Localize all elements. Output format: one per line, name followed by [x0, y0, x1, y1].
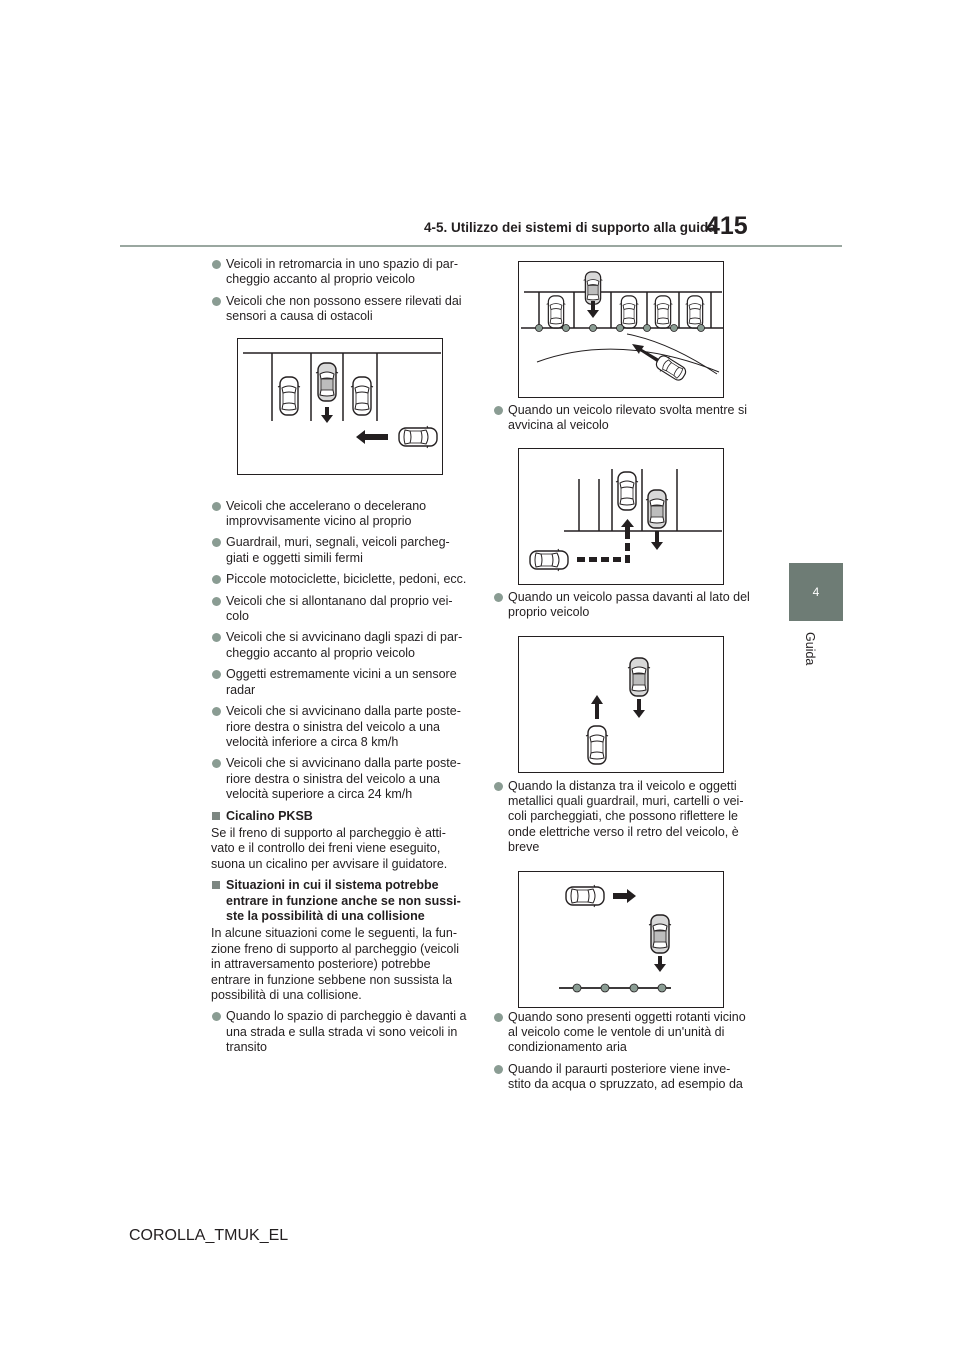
- list-item: Quando sono presenti oggetti rotanti vicino al veicolo come le ventole di un'unità di condizionamento aria: [493, 1010, 751, 1056]
- chapter-number: 4: [812, 585, 820, 599]
- figure-vehicle-turning: [518, 448, 724, 585]
- list-item: Quando un veicolo passa davanti al lato del proprio veicolo: [493, 590, 751, 621]
- list-item: Veicoli che non possono essere rilevati dai sensori a causa di ostacoli: [211, 294, 469, 325]
- list-item: Quando lo spazio di parcheggio è davanti a una strada e sulla strada vi sono veicoli in transito: [211, 1009, 469, 1055]
- figure-metal-objects: [518, 871, 724, 1008]
- list-item: Veicoli in retromarcia in uno spazio di par-cheggio accanto al proprio veicolo: [211, 257, 469, 288]
- list-item: Quando il paraurti posteriore viene inve-stito da acqua o spruzzato, ad esempio da: [493, 1062, 751, 1093]
- figure-vehicle-passing: [518, 636, 724, 773]
- bullet-icon: [494, 1013, 503, 1022]
- bullet-icon: [212, 633, 221, 642]
- section-heading-pksb: Cicalino PKSB: [211, 809, 469, 824]
- bullet-icon: [494, 593, 503, 602]
- bullet-icon: [212, 538, 221, 547]
- situations-paragraph: In alcune situazioni come le seguenti, la fun-zione freno di supporto al parcheggio (veicoli in attraversamento posteriore) potrebbe entrare in funzione sebbene non sussista la possibilità di una collisione.: [211, 926, 460, 1002]
- bullet-icon: [212, 707, 221, 716]
- list-item: Veicoli che accelerano o decelerano improvvisamente vicino al proprio: [211, 499, 469, 530]
- list-item: Guardrail, muri, segnali, veicoli parcheg-giati e oggetti simili fermi: [211, 535, 469, 566]
- bullet-icon: [212, 759, 221, 768]
- bullet-icon: [494, 406, 503, 415]
- list-item: Veicoli che si allontanano dal proprio vei-colo: [211, 594, 469, 625]
- header-rule: [120, 245, 842, 247]
- bullet-icon: [494, 782, 503, 791]
- pksb-paragraph: Se il freno di supporto al parcheggio è atti-vato e il controllo dei freni viene eseguito, suona un cicalino per avvisare il guidatore.: [211, 825, 448, 871]
- header-section-title: 4-5. Utilizzo dei sistemi di supporto alla guida: [424, 220, 716, 235]
- crossing-car: [399, 426, 437, 448]
- figure-parking-obstacle: [237, 338, 443, 475]
- list-item: Oggetti estremamente vicini a un sensore radar: [211, 667, 469, 698]
- bullet-icon: [212, 297, 221, 306]
- parked-car: [278, 377, 300, 415]
- list-item: Veicoli che si avvicinano dagli spazi di par-cheggio accanto al proprio veicolo: [211, 630, 469, 661]
- list-item: Veicoli che si avvicinano dalla parte poste-riore destra o sinistra del veicolo a una velocità superiore a circa 24 km/h: [211, 756, 469, 802]
- footer-model-code: COROLLA_TMUK_EL: [129, 1227, 289, 1244]
- list-item: Quando la distanza tra il veicolo e oggetti metallici quali guardrail, muri, cartelli o vei-coli parcheggiati, che possono riflettere le onde elettriche verso il retro del veicolo, è breve: [493, 779, 751, 856]
- bullet-icon: [212, 502, 221, 511]
- chapter-label: Guida: [803, 632, 817, 666]
- bullet-icon: [212, 597, 221, 606]
- page-number: 415: [706, 212, 748, 240]
- square-bullet-icon: [212, 881, 220, 889]
- list-item: Veicoli che si avvicinano dalla parte poste-riore destra o sinistra del veicolo a una velocità inferiore a circa 8 km/h: [211, 704, 469, 750]
- figure-road-in-front: [518, 261, 724, 398]
- bullet-icon: [494, 1065, 503, 1074]
- list-item: Piccole motociclette, biciclette, pedoni, ecc.: [211, 572, 469, 587]
- bullet-icon: [212, 670, 221, 679]
- chapter-tab[interactable]: [789, 563, 843, 621]
- section-heading-situations: Situazioni in cui il sistema potrebbe entrare in funzione anche se non sussi-ste la possibilità di una collisione: [211, 878, 469, 924]
- own-car: [316, 363, 338, 401]
- bullet-icon: [212, 260, 221, 269]
- parked-car: [351, 377, 373, 415]
- bullet-icon: [212, 575, 221, 584]
- square-bullet-icon: [212, 812, 220, 820]
- list-item: Quando un veicolo rilevato svolta mentre si avvicina al veicolo: [493, 403, 751, 434]
- bullet-icon: [212, 1012, 221, 1021]
